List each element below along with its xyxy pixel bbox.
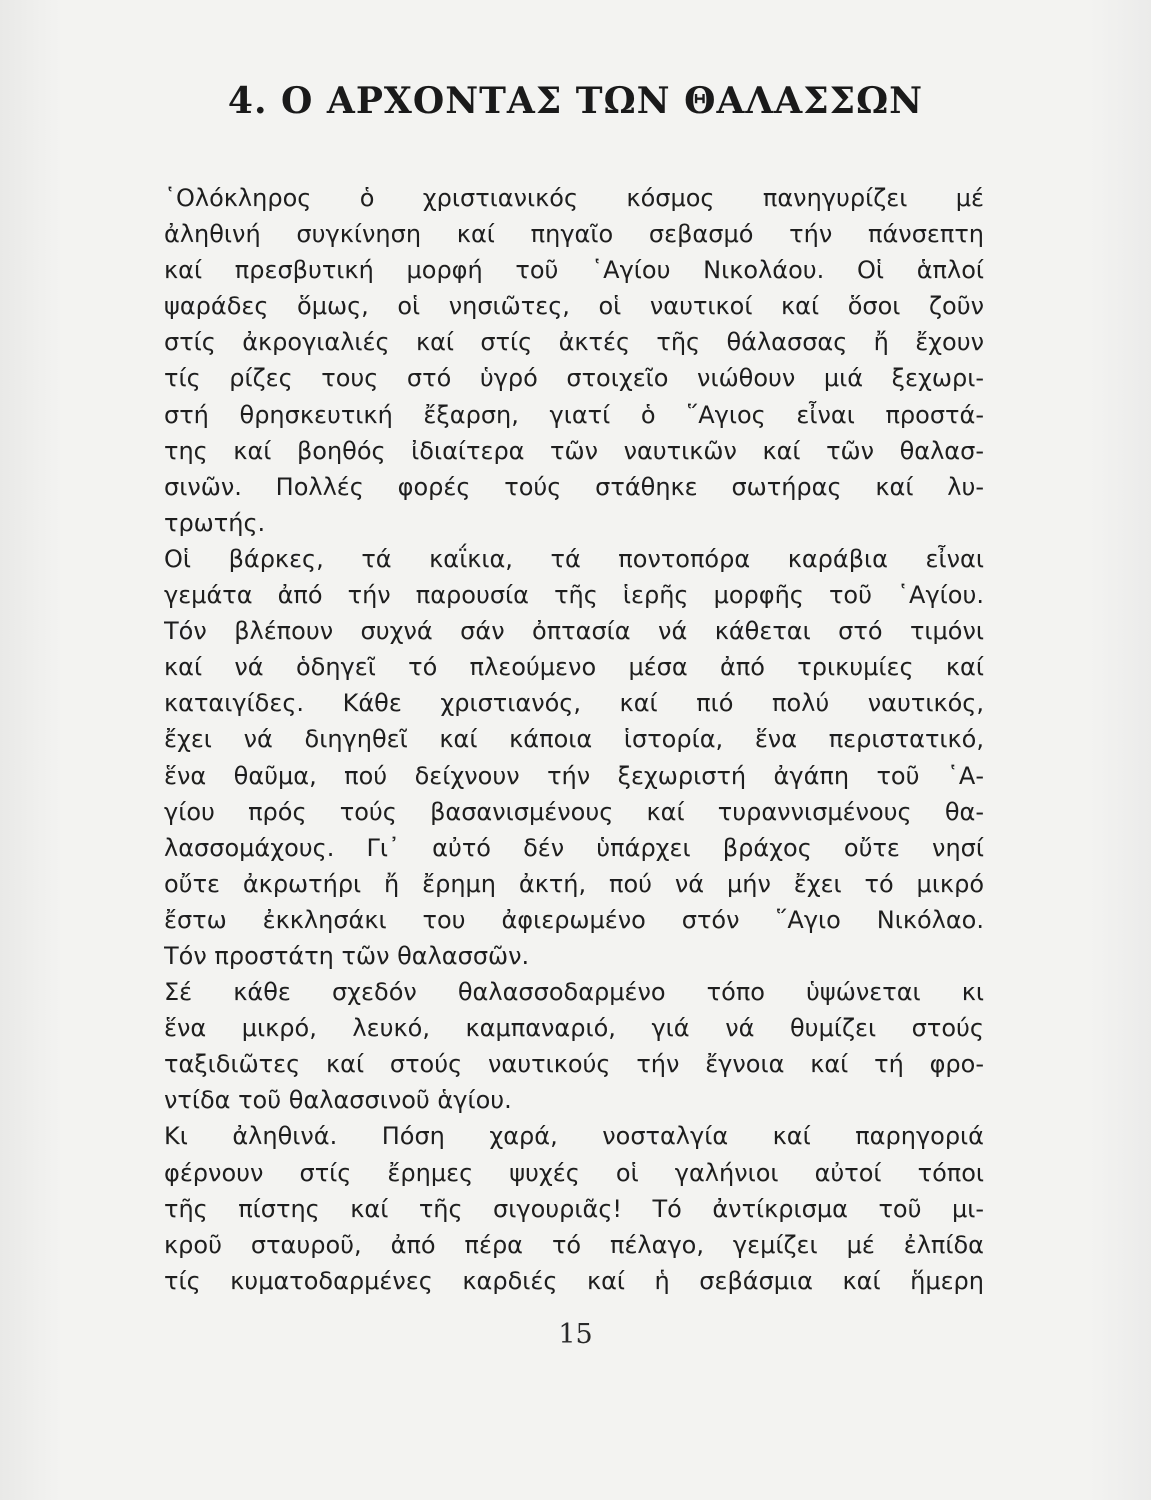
text-line: λασσομάχους. Γι᾿ αὐτό δέν ὑπάρχει βράχος οὔτε νησί (164, 833, 984, 862)
text-line: Τόν βλέπουν συχνά σάν ὀπτασία νά κάθεται στό τιμόνι (164, 617, 984, 646)
text-line: καί νά ὁδηγεῖ τό πλεούμενο μέσα ἀπό τρικυμίες καί (164, 653, 984, 682)
text-line: Τόν προστάτη τῶν θαλασσῶν. (164, 941, 530, 970)
text-line: ἕνα θαῦμα, πού δείχνουν τήν ξεχωριστή ἀγάπη τοῦ ῾Α- (164, 761, 984, 790)
text-line: ῾Ολόκληρος ὁ χριστιανικός κόσμος πανηγυρίζει μέ (164, 184, 984, 212)
text-line: Σέ κάθε σχεδόν θαλασσοδαρμένο τόπο ὑψώνεται κι (164, 978, 984, 1007)
text-line: γεμάτα ἀπό τήν παρουσία τῆς ἱερῆς μορφῆς τοῦ ῾Αγίου. (164, 581, 984, 610)
text-line: ἔστω ἐκκλησάκι του ἀφιερωμένο στόν ῞Αγιο Νικόλαο. (164, 905, 984, 934)
text-line: της καί βοηθός ἰδιαίτερα τῶν ναυτικῶν καί τῶν θαλασ- (164, 436, 984, 465)
text-line: ταξιδιῶτες καί στούς ναυτικούς τήν ἔγνοια καί τή φρο- (164, 1050, 984, 1079)
text-line: ψαράδες ὅμως, οἱ νησιῶτες, οἱ ναυτικοί καί ὅσοι ζοῦν (164, 292, 984, 321)
text-line: τίς κυματοδαρμένες καρδιές καί ἡ σεβάσμια καί ἥμερη (164, 1266, 984, 1295)
text-line: ἔχει νά διηγηθεῖ καί κάποια ἱστορία, ἕνα περιστατικό, (164, 725, 984, 754)
text-line: κροῦ σταυροῦ, ἀπό πέρα τό πέλαγο, γεμίζει μέ ἐλπίδα (164, 1230, 984, 1259)
page-number: 15 (558, 1319, 593, 1350)
text-line: σινῶν. Πολλές φορές τούς στάθηκε σωτήρας καί λυ- (164, 472, 984, 501)
text-line: ἕνα μικρό, λευκό, καμπαναριό, γιά νά θυμίζει στούς (164, 1014, 984, 1043)
text-line: οὔτε ἀκρωτήρι ἤ ἔρημη ἀκτή, πού νά μήν ἔχει τό μικρό (164, 869, 984, 898)
text-line: στίς ἀκρογιαλιές καί στίς ἀκτές τῆς θάλασσας ἤ ἔχουν (164, 328, 984, 357)
text-line: τρωτής. (164, 508, 266, 537)
text-line: Οἱ βάρκες, τά καΐκια, τά ποντοπόρα καράβια εἶναι (164, 544, 984, 573)
text-line: ντίδα τοῦ θαλασσινοῦ ἁγίου. (164, 1086, 512, 1115)
text-line: καταιγίδες. Κάθε χριστιανός, καί πιό πολύ ναυτικός, (164, 689, 984, 718)
text-line: γίου πρός τούς βασανισμένους καί τυραννισμένους θα- (164, 797, 984, 826)
text-line: Κι ἀληθινά. Πόση χαρά, νοσταλγία καί παρηγοριά (164, 1122, 984, 1151)
chapter-title: 4. Ο ΑΡΧΟΝΤΑΣ ΤΩΝ ΘΑΛΑΣΣΩΝ (227, 80, 924, 122)
body-text (164, 180, 984, 1299)
text-line: τῆς πίστης καί τῆς σιγουριᾶς! Τό ἀντίκρισμα τοῦ μι- (164, 1194, 984, 1223)
text-line: στή θρησκευτική ἔξαρση, γιατί ὁ ῞Αγιος εἶναι προστά- (164, 400, 984, 429)
text-line: φέρνουν στίς ἔρημες ψυχές οἱ γαλήνιοι αὐτοί τόποι (164, 1158, 984, 1187)
text-line: καί πρεσβυτική μορφή τοῦ ῾Αγίου Νικολάου. Οἱ ἁπλοί (164, 256, 984, 285)
text-line: ἀληθινή συγκίνηση καί πηγαῖο σεβασμό τήν πάνσεπτη (164, 220, 984, 249)
text-line: τίς ρίζες τους στό ὑγρό στοιχεῖο νιώθουν μιά ξεχωρι- (164, 364, 984, 393)
